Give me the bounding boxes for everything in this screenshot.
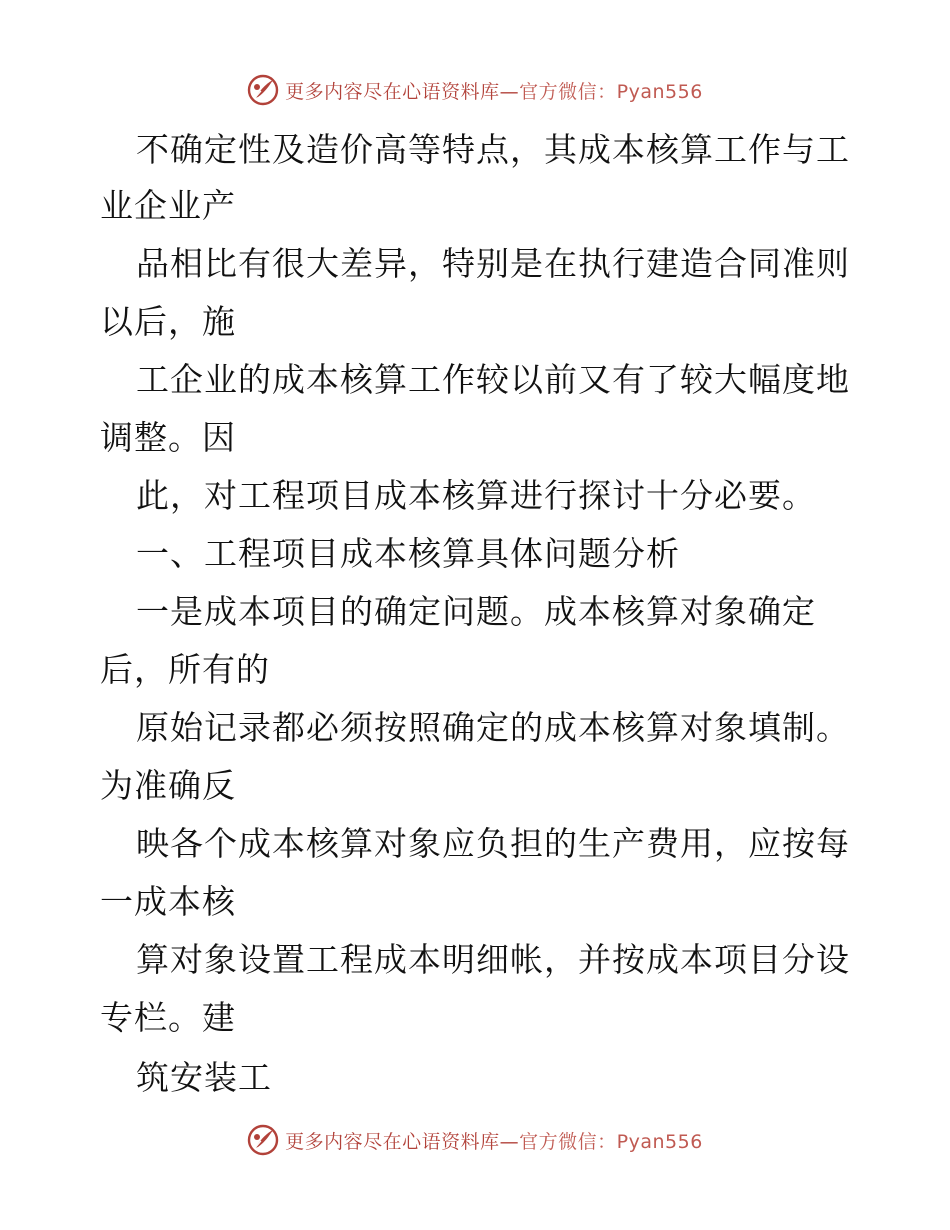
body-line: 品相比有很大差异，特别是在执行建造合同准则 bbox=[136, 244, 850, 283]
body-line: 不确定性及造价高等特点，其成本核算工作与工 bbox=[136, 130, 850, 169]
quill-pen-logo-icon bbox=[247, 74, 279, 106]
body-line: 一成本核 bbox=[100, 882, 236, 921]
header-banner-main: 更多内容尽在心语资料库— bbox=[285, 80, 520, 103]
body-line: 以后，施 bbox=[100, 302, 236, 341]
body-line: 一、工程项目成本核算具体问题分析 bbox=[136, 534, 680, 573]
body-line: 算对象设置工程成本明细帐，并按成本项目分设 bbox=[136, 940, 850, 979]
body-line: 筑安装工 bbox=[136, 1058, 272, 1097]
header-banner bbox=[0, 70, 950, 110]
body-line: 调整。因 bbox=[100, 418, 236, 457]
body-line: 映各个成本核算对象应负担的生产费用，应按每 bbox=[136, 824, 850, 863]
body-line: 原始记录都必须按照确定的成本核算对象填制。 bbox=[136, 708, 850, 747]
footer-banner bbox=[0, 1120, 950, 1160]
body-line: 后，所有的 bbox=[100, 650, 270, 689]
body-line: 业企业产 bbox=[100, 186, 236, 225]
body-line: 为准确反 bbox=[100, 766, 236, 805]
header-banner-wechat: 官方微信：Pyan556 bbox=[519, 80, 703, 103]
footer-banner-text bbox=[285, 1127, 703, 1154]
footer-banner-main: 更多内容尽在心语资料库— bbox=[285, 1130, 520, 1153]
body-line: 此，对工程项目成本核算进行探讨十分必要。 bbox=[136, 476, 816, 515]
header-banner-text bbox=[285, 77, 703, 104]
quill-pen-logo-icon bbox=[247, 1124, 279, 1156]
body-line: 工企业的成本核算工作较以前又有了较大幅度地 bbox=[136, 360, 850, 399]
footer-banner-wechat: 官方微信：Pyan556 bbox=[519, 1130, 703, 1153]
body-line: 专栏。建 bbox=[100, 998, 236, 1037]
body-line: 一是成本项目的确定问题。成本核算对象确定 bbox=[136, 592, 816, 631]
